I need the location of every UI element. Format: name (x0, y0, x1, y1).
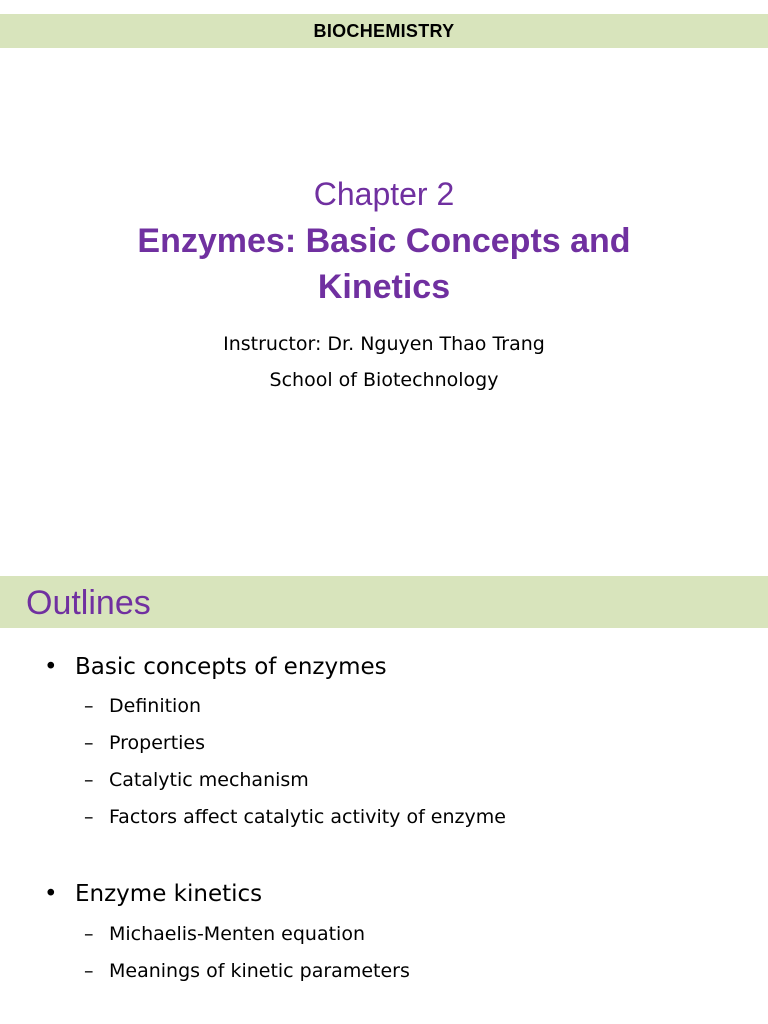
dash-marker: – (84, 695, 94, 717)
school-name: School of Biotechnology (269, 369, 499, 391)
chapter-number: Chapter 2 (313, 176, 455, 212)
sub-list-item-label: Definition (109, 695, 202, 717)
sub-list-item (84, 923, 365, 945)
sub-list-item-label: Catalytic mechanism (109, 769, 309, 791)
sub-list-item (84, 732, 205, 754)
dash-marker: – (84, 960, 94, 982)
bullet-marker: • (44, 881, 58, 907)
sub-list-item-label: Factors affect catalytic activity of enzyme (109, 806, 506, 828)
sub-list-item-label: Properties (109, 732, 206, 754)
sub-list-item (84, 806, 506, 828)
chapter-title (84, 218, 684, 310)
list-item (44, 654, 387, 680)
dash-marker: – (84, 923, 94, 945)
dash-marker: – (84, 732, 94, 754)
instructor-name: Instructor: Dr. Nguyen Thao Trang (223, 333, 545, 355)
list-item-label: Enzyme kinetics (75, 881, 263, 907)
bullet-marker: • (44, 654, 58, 680)
dash-marker: – (84, 806, 94, 828)
course-name: BIOCHEMISTRY (313, 20, 455, 41)
course-banner (0, 14, 768, 48)
sub-list-item (84, 769, 309, 791)
chapter-title-line-2: Kinetics (317, 268, 451, 306)
dash-marker: – (84, 769, 94, 791)
sub-list-item (84, 695, 201, 717)
outline-heading: Outlines (26, 584, 151, 622)
outline-slide (0, 576, 768, 1024)
list-item (44, 881, 262, 907)
sub-list-item-label: Meanings of kinetic parameters (109, 960, 410, 982)
sub-list-item (84, 960, 410, 982)
outline-list (0, 576, 768, 1024)
sub-list-item-label: Michaelis-Menten equation (109, 923, 365, 945)
list-item-label: Basic concepts of enzymes (75, 654, 387, 680)
chapter-title-line-1: Enzymes: Basic Concepts and (137, 222, 631, 260)
